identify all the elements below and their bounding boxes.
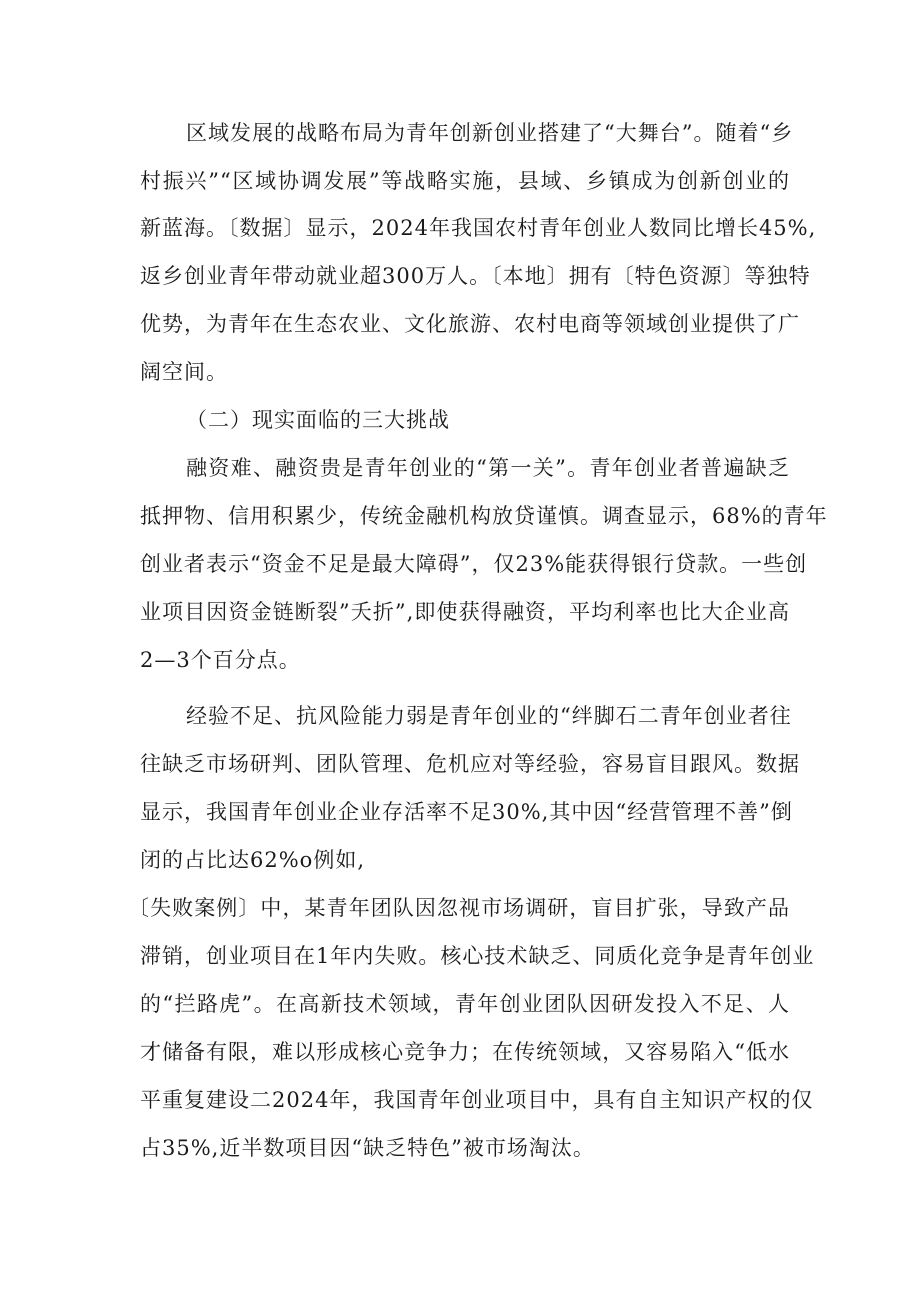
paragraph-line: 抵押物、信用积累少，传统金融机构放贷谨慎。调查显示，68%的青年 <box>140 504 828 528</box>
paragraph-line: 经验不足、抗风险能力弱是青年创业的“绊脚石二青年创业者往 <box>186 704 792 728</box>
paragraph-line: 业项目因资金链断裂”夭折”,即使获得融资，平均利率也比大企业高 <box>140 600 790 624</box>
paragraph-line: 阔空间。 <box>140 360 228 384</box>
paragraph-line: 村振兴”“区域协调发展”等战略实施，县域、乡镇成为创新创业的 <box>140 169 790 193</box>
paragraph-line: 融资难、融资贵是青年创业的“第一关”。青年创业者普遍缺乏 <box>186 456 790 480</box>
paragraph-line: 的“拦路虎”。在高新技术领域，青年创业团队因研发投入不足、人 <box>140 992 790 1016</box>
paragraph-line: 才储备有限，难以形成核心竞争力；在传统领域，又容易陷入“低水 <box>140 1040 790 1064</box>
paragraph-line: 平重复建设二2024年，我国青年创业项目中，具有自主知识产权的仅 <box>140 1088 814 1112</box>
paragraph-line: 显示，我国青年创业企业存活率不足30%,其中因“经营管理不善”倒 <box>140 800 793 824</box>
paragraph-line: 〔失败案例〕中，某青年团队因忽视市场调研，盲目扩张，导致产品 <box>128 896 790 920</box>
paragraph-line: 创业者表示“资金不足是最大障碍”，仅23%能获得银行贷款。一些创 <box>140 552 808 576</box>
paragraph-line: 往缺乏市场研判、团队管理、危机应对等经验，容易盲目跟风。数据 <box>140 752 800 776</box>
paragraph-line: 返乡创业青年带动就业超300万人。〔本地〕拥有〔特色资源〕等独特 <box>140 264 811 288</box>
paragraph-line: 优势，为青年在生态农业、文化旅游、农村电商等领域创业提供了广 <box>140 312 800 336</box>
paragraph-line: 区域发展的战略布局为青年创新创业搭建了“大舞台”。随着“乡 <box>186 121 794 145</box>
paragraph-line: 滞销，创业项目在1年内失败。核心技术缺乏、同质化竞争是青年创业 <box>140 944 815 968</box>
paragraph-line: 占35%,近半数项目因“缺乏特色”被市场淘汰。 <box>140 1136 595 1160</box>
paragraph-line: 闭的占比达62%o例如, <box>140 848 365 872</box>
paragraph-line: 2—3个百分点。 <box>140 648 301 672</box>
section-heading: （二）现实面临的三大挑战 <box>186 408 450 432</box>
paragraph-line: 新蓝海。〔数据〕显示，2024年我国农村青年创业人数同比增长45%, <box>140 216 817 240</box>
